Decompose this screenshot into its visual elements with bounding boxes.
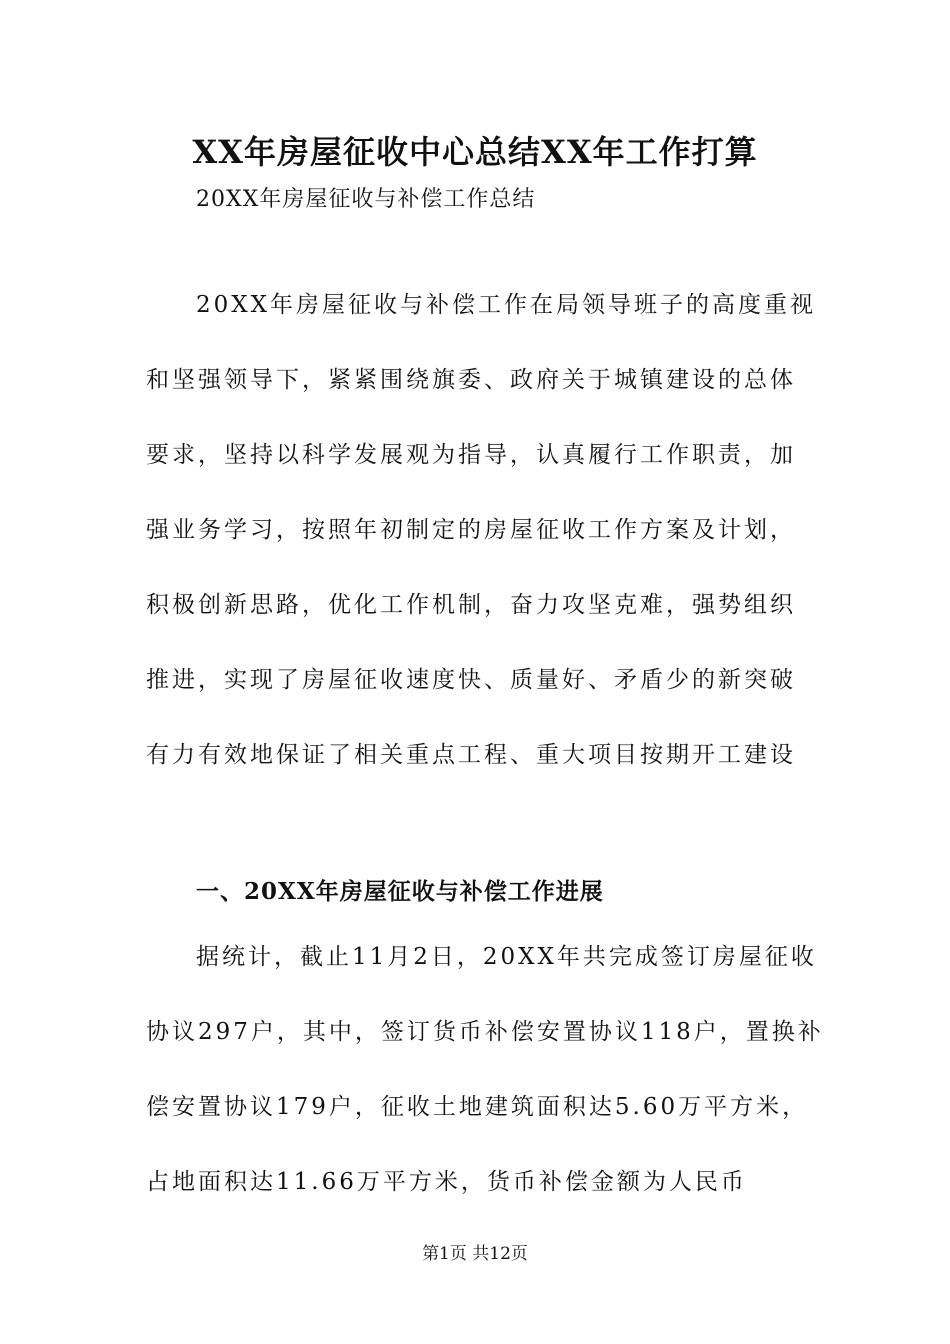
- paragraph-line: 推进，实现了房屋征收速度快、质量好、矛盾少的新突破: [146, 667, 796, 693]
- paragraph-line: 有力有效地保证了相关重点工程、重大项目按期开工建设: [146, 742, 796, 768]
- document-title: XX年房屋征收中心总结XX年工作打算: [192, 133, 758, 171]
- paragraph-statistics: [146, 920, 824, 1220]
- paragraph-line: 偿安置协议179户，征收土地建筑面积达5.60万平方米，: [146, 1094, 809, 1120]
- page-number-footer: 第1页 共12页: [422, 1244, 528, 1264]
- section-heading: 一、20XX年房屋征收与补偿工作进展: [196, 878, 604, 905]
- paragraph-line: 占地面积达11.66万平方米，货币补偿金额为人民币: [146, 1169, 747, 1195]
- paragraph-line: 据统计，截止11月2日，20XX年共完成签订房屋征收: [196, 944, 817, 970]
- document-subtitle: 20XX年房屋征收与补偿工作总结: [196, 187, 536, 212]
- paragraph-line: 积极创新思路，优化工作机制，奋力攻坚克难，强势组织: [146, 592, 796, 618]
- paragraph-line: 和坚强领导下，紧紧围绕旗委、政府关于城镇建设的总体: [146, 367, 796, 393]
- paragraph-intro: [146, 268, 817, 793]
- paragraph-line: 协议297户，其中，签订货币补偿安置协议118户，置换补: [146, 1019, 824, 1045]
- paragraph-line: 20XX年房屋征收与补偿工作在局领导班子的高度重视: [196, 292, 817, 318]
- paragraph-line: 强业务学习，按照年初制定的房屋征收工作方案及计划，: [146, 517, 796, 543]
- paragraph-line: 要求，坚持以科学发展观为指导，认真履行工作职责，加: [146, 442, 796, 468]
